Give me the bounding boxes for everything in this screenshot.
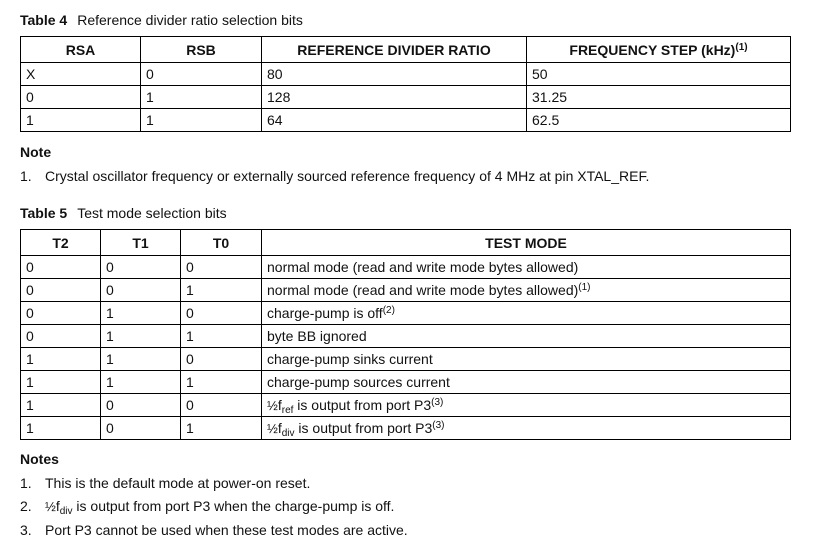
table-cell: 1 bbox=[101, 302, 181, 325]
table4-note-title: Note bbox=[20, 144, 52, 160]
table-cell: 1 bbox=[141, 109, 262, 132]
table-cell: 0 bbox=[21, 302, 101, 325]
table-cell: 1 bbox=[181, 371, 262, 394]
table4-title: Reference divider ratio selection bits bbox=[77, 12, 303, 28]
table4-header-rsa: RSA bbox=[21, 37, 141, 63]
table5-caption bbox=[20, 205, 227, 221]
table-cell: 1 bbox=[181, 325, 262, 348]
note-text: is output from port P3 when the charge-pump is off. bbox=[72, 498, 395, 514]
table-row bbox=[21, 109, 791, 132]
note-text: Crystal oscillator frequency or externally sourced reference frequency of 4 MHz at pin XTAL_REF. bbox=[45, 168, 650, 184]
table-cell: 0 bbox=[101, 256, 181, 279]
table5 bbox=[20, 229, 791, 440]
footnote-ref: (3) bbox=[432, 420, 445, 431]
footnote-ref: (3) bbox=[431, 397, 444, 408]
table-cell: 0 bbox=[21, 325, 101, 348]
table-cell: 1 bbox=[141, 86, 262, 109]
note-number: 1. bbox=[20, 475, 32, 491]
table4-note bbox=[20, 168, 649, 184]
table-row bbox=[21, 279, 791, 302]
table-cell: 80 bbox=[262, 63, 527, 86]
footnote-ref: (1) bbox=[735, 41, 748, 53]
table5-label: Table 5 bbox=[20, 205, 68, 221]
table-cell: 0 bbox=[181, 256, 262, 279]
table4-header-row bbox=[21, 37, 791, 63]
table-cell: 50 bbox=[527, 63, 791, 86]
table-cell: 0 bbox=[21, 86, 141, 109]
table-cell: normal mode (read and write mode bytes allowed) bbox=[262, 256, 791, 279]
table4 bbox=[20, 36, 791, 132]
table-cell: $\frac{1}{2}f_{div}$ is output from port P3$^{(3)}$ bbox=[262, 417, 791, 440]
table-cell: 0 bbox=[21, 256, 101, 279]
table5-header-t1: T1 bbox=[101, 230, 181, 256]
footnote-ref: (2) bbox=[382, 305, 395, 316]
table-cell: byte BB ignored bbox=[262, 325, 791, 348]
table-cell: 0 bbox=[21, 279, 101, 302]
table-cell: 1 bbox=[101, 348, 181, 371]
table-cell: 0 bbox=[181, 348, 262, 371]
table5-header-t0: T0 bbox=[181, 230, 262, 256]
table-cell: 1 bbox=[181, 417, 262, 440]
table-row bbox=[21, 302, 791, 325]
table-cell: 1 bbox=[181, 279, 262, 302]
table-cell: $\frac{1}{2}f_{ref}$ is output from port P3$^{(3)}$ bbox=[262, 394, 791, 417]
table-cell: charge-pump sinks current bbox=[262, 348, 791, 371]
table-row bbox=[21, 371, 791, 394]
table4-header-ratio: REFERENCE DIVIDER RATIO bbox=[262, 37, 527, 63]
table-cell: 0 bbox=[101, 417, 181, 440]
table-cell: charge-pump is off$^{(2)}$ bbox=[262, 302, 791, 325]
footnote-ref: (1) bbox=[578, 282, 591, 293]
table5-note-2: 2. $\frac{1}{2}f_{div}$ is output from port P3 when the charge-pump is off. bbox=[20, 498, 395, 517]
table-cell: 62.5 bbox=[527, 109, 791, 132]
table-cell: 1 bbox=[21, 348, 101, 371]
table-cell: 1 bbox=[21, 394, 101, 417]
table-row bbox=[21, 348, 791, 371]
table-row bbox=[21, 256, 791, 279]
table-row bbox=[21, 417, 791, 440]
table-cell: 1 bbox=[101, 371, 181, 394]
table-cell: 1 bbox=[21, 371, 101, 394]
table-cell: 128 bbox=[262, 86, 527, 109]
table4-caption bbox=[20, 12, 303, 28]
table-cell: 1 bbox=[101, 325, 181, 348]
note-number: 1. bbox=[20, 168, 32, 184]
table-cell: 1 bbox=[21, 417, 101, 440]
table5-note-1 bbox=[20, 475, 310, 491]
table-cell: 0 bbox=[101, 394, 181, 417]
table-cell: 0 bbox=[141, 63, 262, 86]
table5-note-3 bbox=[20, 522, 408, 538]
table4-label: Table 4 bbox=[20, 12, 68, 28]
table-row bbox=[21, 63, 791, 86]
table5-header-row bbox=[21, 230, 791, 256]
note-number: 2. bbox=[20, 498, 32, 514]
table5-title: Test mode selection bits bbox=[77, 205, 227, 221]
table-cell: 0 bbox=[181, 302, 262, 325]
table-cell: 1 bbox=[21, 109, 141, 132]
table-cell: X bbox=[21, 63, 141, 86]
note-number: 3. bbox=[20, 522, 32, 538]
table4-header-freq: FREQUENCY STEP (kHz)$^{(1)}$ bbox=[527, 37, 791, 63]
table-row bbox=[21, 86, 791, 109]
table4-header-rsb: RSB bbox=[141, 37, 262, 63]
table-cell: 31.25 bbox=[527, 86, 791, 109]
table-row bbox=[21, 325, 791, 348]
table-cell: 0 bbox=[181, 394, 262, 417]
table5-header-t2: T2 bbox=[21, 230, 101, 256]
table-cell: charge-pump sources current bbox=[262, 371, 791, 394]
note-text: This is the default mode at power-on reset. bbox=[45, 475, 311, 491]
note-text: Port P3 cannot be used when these test modes are active. bbox=[45, 522, 408, 538]
table5-header-mode: TEST MODE bbox=[262, 230, 791, 256]
table-cell: normal mode (read and write mode bytes allowed)$^{(1)}$ bbox=[262, 279, 791, 302]
table5-notes-title: Notes bbox=[20, 451, 59, 467]
table-cell: 0 bbox=[101, 279, 181, 302]
table-row bbox=[21, 394, 791, 417]
table-cell: 64 bbox=[262, 109, 527, 132]
